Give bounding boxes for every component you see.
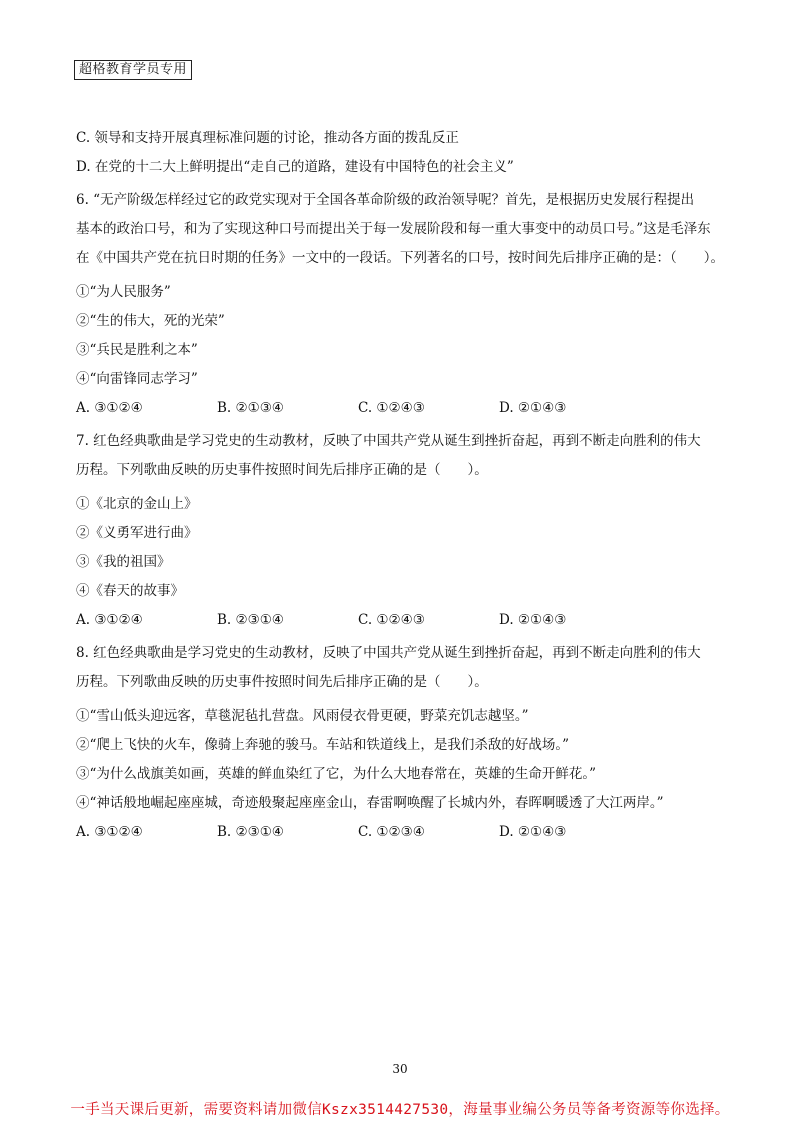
header-tag: 超格教育学员专用 bbox=[74, 60, 192, 80]
page-number: 30 bbox=[392, 1062, 408, 1076]
footer-note: 一手当天课后更新，需要资料请加微信Kszx3514427530，海量事业编公务员等备考资源等你选择。 bbox=[70, 1102, 730, 1118]
q6-stem-line-1: 6. “无产阶级怎样经过它的政党实现对于全国各革命阶级的政治领导呢？首先，是根据历史发展行程提出 bbox=[76, 192, 695, 208]
q6-item-2: ②“生的伟大，死的光荣” bbox=[76, 313, 225, 329]
q7-item-4: ④《春天的故事》 bbox=[76, 583, 184, 599]
q6-option-a[interactable]: A. ③①②④ bbox=[76, 400, 143, 416]
q5-option-c: C. 领导和支持开展真理标准问题的讨论，推动各方面的拨乱反正 bbox=[76, 130, 459, 146]
q8-option-d[interactable]: D. ②①④③ bbox=[499, 824, 567, 840]
q7-stem-line-2: 历程。下列歌曲反映的历史事件按照时间先后排序正确的是（ ）。 bbox=[76, 462, 488, 478]
q6-option-b[interactable]: B. ②①③④ bbox=[217, 400, 284, 416]
q7-item-1: ①《北京的金山上》 bbox=[76, 496, 198, 512]
q6-stem-line-2: 基本的政治口号，和为了实现这种口号而提出关于每一发展阶段和每一重大事变中的动员口号。”这是毛泽东 bbox=[76, 221, 711, 237]
q6-item-3: ③“兵民是胜利之本” bbox=[76, 342, 198, 358]
q8-options bbox=[76, 822, 736, 842]
q7-item-2: ②《义勇军进行曲》 bbox=[76, 525, 198, 541]
q8-option-a[interactable]: A. ③①②④ bbox=[76, 824, 143, 840]
q8-option-c[interactable]: C. ①②③④ bbox=[358, 824, 425, 840]
q8-item-2: ②“爬上飞快的火车，像骑上奔驰的骏马。车站和铁道线上，是我们杀敌的好战场。” bbox=[76, 737, 570, 753]
q6-stem-line-3: 在《中国共产党在抗日时期的任务》一文中的一段话。下列著名的口号，按时间先后排序正确的是：（ ）。 bbox=[76, 250, 724, 266]
q6-item-1: ①“为人民服务” bbox=[76, 284, 171, 300]
q8-item-4: ④“神话般地崛起座座城，奇迹般聚起座座金山，春雷啊唤醒了长城内外，春晖啊暖透了大江两岸。” bbox=[76, 795, 664, 811]
q7-option-a[interactable]: A. ③①②④ bbox=[76, 612, 143, 628]
q8-stem bbox=[76, 639, 736, 697]
q8-stem-line-2: 历程。下列歌曲反映的历史事件按照时间先后排序正确的是（ ）。 bbox=[76, 674, 488, 690]
q5-option-d: D. 在党的十二大上鲜明提出“走自己的道路，建设有中国特色的社会主义” bbox=[76, 159, 514, 175]
q7-stem bbox=[76, 427, 736, 485]
q8-stem-line-1: 8. 红色经典歌曲是学习党史的生动教材，反映了中国共产党从诞生到挫折奋起，再到不断走向胜利的伟大 bbox=[76, 645, 701, 661]
document-body bbox=[76, 128, 736, 851]
q7-option-b[interactable]: B. ②③①④ bbox=[217, 612, 284, 628]
q6-stem bbox=[76, 186, 736, 273]
q7-options bbox=[76, 610, 736, 630]
q7-option-c[interactable]: C. ①②④③ bbox=[358, 612, 425, 628]
q6-option-c[interactable]: C. ①②④③ bbox=[358, 400, 425, 416]
q7-item-3: ③《我的祖国》 bbox=[76, 554, 171, 570]
q8-item-3: ③“为什么战旗美如画，英雄的鲜血染红了它，为什么大地春常在，英雄的生命开鲜花。” bbox=[76, 766, 597, 782]
q6-options bbox=[76, 398, 736, 418]
q7-option-d[interactable]: D. ②①④③ bbox=[499, 612, 567, 628]
q8-option-b[interactable]: B. ②③①④ bbox=[217, 824, 284, 840]
q6-option-d[interactable]: D. ②①④③ bbox=[499, 400, 567, 416]
q7-stem-line-1: 7. 红色经典歌曲是学习党史的生动教材，反映了中国共产党从诞生到挫折奋起，再到不断走向胜利的伟大 bbox=[76, 433, 701, 449]
q6-item-4: ④“向雷锋同志学习” bbox=[76, 371, 198, 387]
q8-item-1: ①“雪山低头迎远客，草毯泥毡扎营盘。风雨侵衣骨更硬，野菜充饥志越坚。” bbox=[76, 708, 529, 724]
